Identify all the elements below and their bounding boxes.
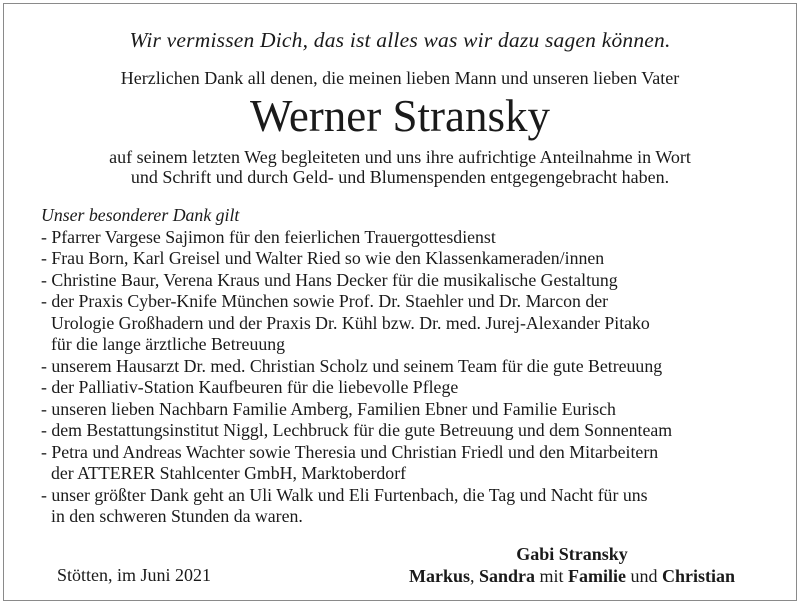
- thanks-item: - Christine Baur, Verena Kraus und Hans Decker für die musikalische Gestaltung: [41, 269, 618, 290]
- thanks-item: - Frau Born, Karl Greisel und Walter Ried so wie den Klassenkameraden/innen: [41, 248, 605, 268]
- thanks-item-continuation: der ATTERER Stahlcenter GmbH, Marktoberdorf: [51, 463, 407, 483]
- obituary-notice: [3, 3, 797, 601]
- signer-name: Gabi Stransky: [516, 544, 628, 564]
- signer-line: [392, 565, 752, 587]
- motto: Wir vermissen Dich, das ist alles was wir dazu sagen können.: [129, 28, 671, 52]
- signer-separator: ,: [469, 566, 479, 586]
- message-line: und Schrift und durch Geld- und Blumenspenden entgegengebracht haben.: [130, 167, 670, 187]
- thanks-item: - unseren lieben Nachbarn Familie Amberg, Familien Ebner und Familie Eurisch: [41, 398, 616, 419]
- thanks-item: - der Praxis Cyber-Knife München sowie Prof. Dr. Staehler und Dr. Marcon der: [41, 291, 609, 311]
- message: [4, 147, 796, 187]
- thanks-item: - Pfarrer Vargese Sajimon für den feierlichen Trauergottesdienst: [41, 226, 496, 247]
- signer-name: Familie: [568, 566, 627, 586]
- thanks-item: - Petra und Andreas Wachter sowie Theresia und Christian Friedl und den Mitarbeitern: [41, 441, 659, 462]
- thanks-item: - dem Bestattungsinstitut Niggl, Lechbruck für die gute Betreuung und dem Sonnenteam: [41, 420, 673, 440]
- thanks-item-continuation: für die lange ärztliche Betreuung: [51, 334, 286, 354]
- thanks-item-continuation: in den schweren Stunden da waren.: [51, 506, 303, 526]
- signer-separator: und: [626, 566, 663, 586]
- thanks-item: - unser größter Dank geht an Uli Walk und Eli Furtenbach, die Tag und Nacht für uns: [41, 484, 648, 505]
- thanks-item: - der Palliativ-Station Kaufbeuren für die liebevolle Pflege: [41, 377, 459, 397]
- intro-line: Herzlichen Dank all denen, die meinen lieben Mann und unseren lieben Vater: [120, 68, 680, 88]
- signer-name: Sandra: [478, 566, 536, 586]
- message-line: auf seinem letzten Weg begleiteten und uns ihre aufrichtige Anteilnahme in Wort: [109, 147, 691, 167]
- place-date: Stötten, im Juni 2021: [57, 565, 212, 585]
- deceased-name: Werner Stransky: [249, 91, 551, 141]
- signer-name: Markus: [408, 566, 470, 586]
- signer-name: Christian: [662, 566, 736, 586]
- thanks-heading: Unser besonderer Dank gilt: [41, 205, 240, 225]
- signer-separator: mit: [535, 566, 569, 586]
- thanks-item: - unserem Hausarzt Dr. med. Christian Scholz und seinem Team für die gute Betreuung: [41, 355, 663, 376]
- thanks-item-continuation: Urologie Großhadern und der Praxis Dr. Kühl bzw. Dr. med. Jurej-Alexander Pitako: [51, 312, 650, 333]
- signature-block: [392, 543, 752, 587]
- thanks-list: [41, 205, 781, 528]
